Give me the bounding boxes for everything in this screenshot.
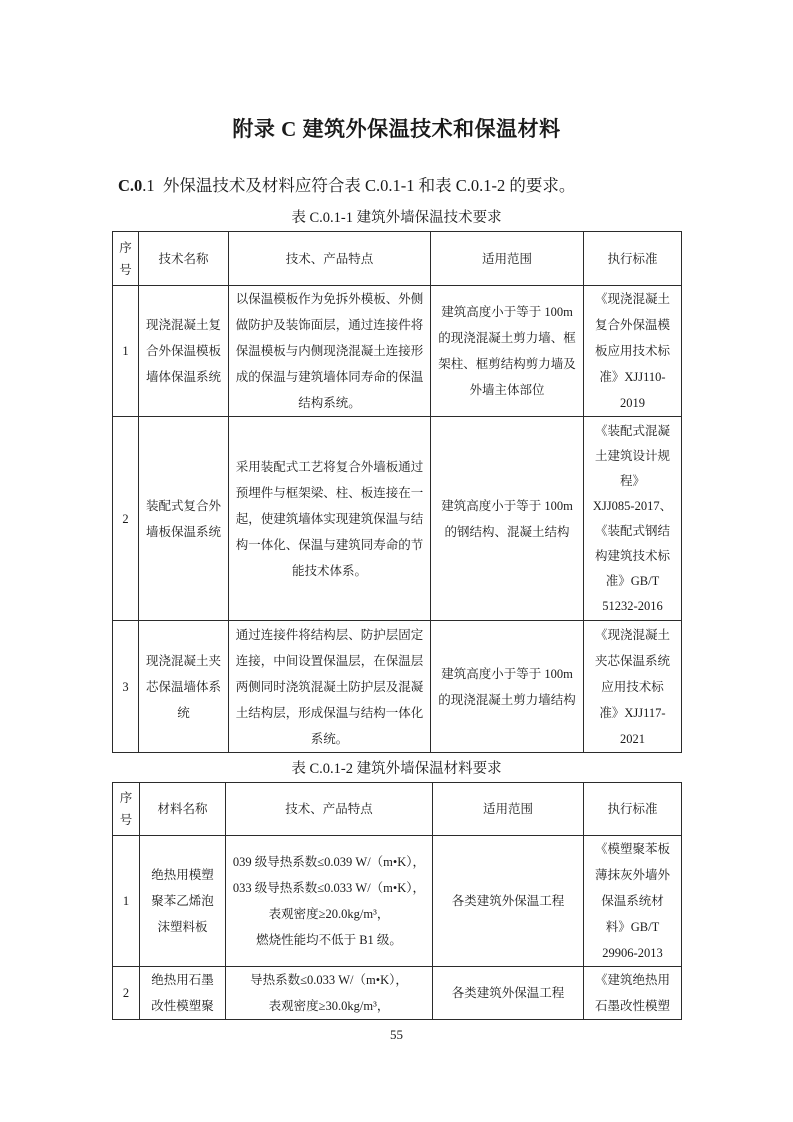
table-row bbox=[113, 417, 682, 621]
cell-standard-line: 《现浇混凝土 bbox=[594, 627, 670, 642]
cell-standard-line: 板应用技术标 bbox=[594, 344, 670, 358]
cell-features-line: 两侧同时浇筑混凝土防护层及混凝 bbox=[235, 679, 424, 694]
cell-scope-line: 各类建筑外保温工程 bbox=[451, 986, 565, 1000]
header-features: 技术、产品特点 bbox=[229, 232, 431, 286]
cell-standard-line: 准》XJJ110- bbox=[599, 370, 666, 384]
clause-number-bold: C.0 bbox=[118, 176, 143, 195]
cell-standard bbox=[584, 967, 682, 1020]
cell-features-line: 表观密度≥30.0kg/m³， bbox=[268, 999, 390, 1013]
table-row bbox=[113, 967, 682, 1020]
cell-name bbox=[139, 286, 229, 417]
cell-scope-line: 各类建筑外保温工程 bbox=[451, 894, 565, 908]
cell-features bbox=[229, 417, 431, 621]
table-row bbox=[113, 286, 682, 417]
cell-features-line: 039 级导热系数≤0.039 W/（m•K）， bbox=[232, 855, 426, 869]
cell-name-line: 芯保温墙体系 bbox=[145, 679, 221, 694]
cell-standard bbox=[584, 417, 682, 621]
clause-text: 外保温技术及材料应符合表 C.0.1-1 和表 C.0.1-2 的要求。 bbox=[154, 176, 576, 195]
cell-features-line: 构一体化、保温与建筑同寿命的节 bbox=[235, 537, 424, 552]
cell-name-line: 合外保温模板 bbox=[145, 344, 221, 358]
cell-features-line: 结构系统。 bbox=[298, 396, 361, 410]
cell-name-line: 现浇混凝土夹 bbox=[145, 653, 221, 668]
header-scope: 适用范围 bbox=[431, 232, 584, 286]
cell-features-line: 做防护及装饰面层，通过连接件将 bbox=[235, 318, 424, 332]
cell-scope bbox=[431, 286, 584, 417]
cell-standard-line: 夹芯保温系统 bbox=[594, 653, 670, 668]
cell-name-line: 装配式复合外 bbox=[145, 498, 221, 513]
table1-caption: 表 C.0.1-1 建筑外墙保温技术要求 bbox=[291, 210, 502, 226]
table-row bbox=[113, 621, 682, 753]
cell-name-line: 聚苯乙烯泡 bbox=[151, 894, 214, 908]
cell-standard-line: 《装配式钢结 bbox=[594, 523, 670, 538]
cell-features-line: 连接，中间设置保温层，在保温层 bbox=[235, 653, 424, 668]
cell-name-line: 墙体保温系统 bbox=[145, 370, 221, 384]
cell-standard-line: 《建筑绝热用 bbox=[594, 973, 670, 987]
cell-scope bbox=[431, 417, 584, 621]
cell-seq: 3 bbox=[113, 621, 139, 753]
cell-name-line: 绝热用石墨 bbox=[151, 973, 214, 987]
cell-features-line: 保温模板与内侧现浇混凝土连接形 bbox=[235, 344, 424, 358]
cell-name-line: 现浇混凝土复 bbox=[145, 318, 221, 332]
cell-standard bbox=[584, 286, 682, 417]
cell-features-line: 土结构层，形成保温与结构一体化 bbox=[235, 705, 424, 720]
cell-standard-line: 料》GB/T bbox=[605, 920, 660, 934]
cell-standard bbox=[584, 836, 682, 967]
cell-scope-line: 的现浇混凝土剪力墙结构 bbox=[438, 692, 576, 707]
header-standard: 执行标准 bbox=[584, 783, 682, 836]
table-header-row bbox=[113, 783, 682, 836]
cell-features bbox=[226, 836, 433, 967]
cell-standard-line: 应用技术标 bbox=[601, 679, 664, 694]
table-material-requirements bbox=[112, 782, 682, 1020]
cell-standard-line: 石墨改性模塑 bbox=[594, 999, 670, 1013]
cell-features bbox=[229, 621, 431, 753]
cell-scope-line: 建筑高度小于等于 100m bbox=[441, 666, 573, 681]
cell-standard-line: 《模塑聚苯板 bbox=[594, 842, 670, 856]
header-seq: 序 号 bbox=[113, 783, 140, 836]
cell-name-line: 沫塑料板 bbox=[157, 920, 208, 934]
cell-scope bbox=[433, 836, 584, 967]
cell-features-line: 系统。 bbox=[310, 731, 349, 746]
cell-seq: 1 bbox=[113, 836, 140, 967]
cell-name-line: 绝热用模塑 bbox=[151, 868, 214, 882]
cell-features-line: 导热系数≤0.033 W/（m•K）， bbox=[250, 973, 408, 987]
cell-standard-line: 准》GB/T bbox=[605, 573, 660, 588]
cell-name-line: 统 bbox=[177, 705, 190, 720]
header-seq: 序 号 bbox=[113, 232, 139, 286]
cell-standard-line: 保温系统材 bbox=[601, 894, 664, 908]
table-technology-requirements bbox=[112, 231, 682, 753]
cell-standard-line: 薄抹灰外墙外 bbox=[594, 868, 670, 882]
cell-features bbox=[229, 286, 431, 417]
cell-features-line: 燃烧性能均不低于 B1 级。 bbox=[256, 933, 402, 947]
cell-standard-line: 准》XJJ117- bbox=[599, 705, 666, 720]
cell-standard-line: 51232-2016 bbox=[602, 598, 663, 613]
cell-standard-line: 复合外保温模 bbox=[594, 318, 670, 332]
cell-standard-line: 2019 bbox=[620, 396, 645, 410]
cell-scope-line: 外墙主体部位 bbox=[469, 383, 545, 397]
cell-scope bbox=[433, 967, 584, 1020]
cell-scope-line: 架柱、框剪结构剪力墙及 bbox=[438, 357, 576, 371]
table-row bbox=[113, 836, 682, 967]
cell-standard-line: 2021 bbox=[620, 731, 645, 746]
cell-seq: 2 bbox=[113, 967, 140, 1020]
cell-features-line: 表观密度≥20.0kg/m³， bbox=[268, 907, 390, 921]
page-number: 55 bbox=[390, 1027, 403, 1042]
page-title: 附录 C 建筑外保温技术和保温材料 bbox=[232, 117, 561, 141]
cell-features-line: 通过连接件将结构层、防护层固定 bbox=[235, 627, 424, 642]
cell-features-line: 能技术体系。 bbox=[291, 563, 367, 578]
cell-standard-line: 29906-2013 bbox=[602, 946, 663, 960]
cell-features-line: 采用装配式工艺将复合外墙板通过 bbox=[235, 459, 424, 474]
clause-number-rest: .1 bbox=[142, 176, 155, 195]
cell-scope bbox=[431, 621, 584, 753]
header-scope: 适用范围 bbox=[433, 783, 584, 836]
cell-seq: 2 bbox=[113, 417, 139, 621]
cell-standard-line: 《现浇混凝土 bbox=[594, 292, 670, 306]
cell-scope-line: 建筑高度小于等于 100m bbox=[441, 498, 573, 513]
cell-features-line: 033 级导热系数≤0.033 W/（m•K）， bbox=[232, 881, 426, 895]
cell-name bbox=[139, 417, 229, 621]
cell-standard bbox=[584, 621, 682, 753]
header-name: 技术名称 bbox=[139, 232, 229, 286]
cell-standard-line: 构建筑技术标 bbox=[594, 548, 670, 563]
cell-scope-line: 的钢结构、混凝土结构 bbox=[444, 524, 570, 539]
header-standard: 执行标准 bbox=[584, 232, 682, 286]
cell-features-line: 以保温模板作为免拆外模板、外侧 bbox=[235, 292, 424, 306]
cell-name bbox=[139, 621, 229, 753]
cell-features-line: 预埋件与框架梁、柱、板连接在一 bbox=[235, 485, 424, 500]
cell-name-line: 改性模塑聚 bbox=[151, 999, 214, 1013]
table2-caption: 表 C.0.1-2 建筑外墙保温材料要求 bbox=[291, 761, 502, 777]
cell-standard-line: 程》 bbox=[619, 473, 645, 488]
cell-name-line: 墙板保温系统 bbox=[145, 524, 221, 539]
cell-seq: 1 bbox=[113, 286, 139, 417]
cell-scope-line: 建筑高度小于等于 100m bbox=[441, 305, 573, 319]
cell-name bbox=[140, 967, 226, 1020]
cell-standard-line: 《装配式混凝 bbox=[594, 423, 670, 438]
clause-c01 bbox=[118, 172, 575, 196]
cell-features bbox=[226, 967, 433, 1020]
table-header-row bbox=[113, 232, 682, 286]
cell-features-line: 成的保温与建筑墙体同寿命的保温 bbox=[235, 370, 424, 384]
cell-scope-line: 的现浇混凝土剪力墙、框 bbox=[438, 331, 576, 345]
header-features: 技术、产品特点 bbox=[226, 783, 433, 836]
cell-features-line: 起，使建筑墙体实现建筑保温与结 bbox=[235, 511, 424, 526]
cell-standard-line: XJJ085-2017、 bbox=[592, 498, 673, 513]
cell-standard-line: 土建筑设计规 bbox=[594, 448, 670, 463]
header-name: 材料名称 bbox=[140, 783, 226, 836]
cell-name bbox=[140, 836, 226, 967]
